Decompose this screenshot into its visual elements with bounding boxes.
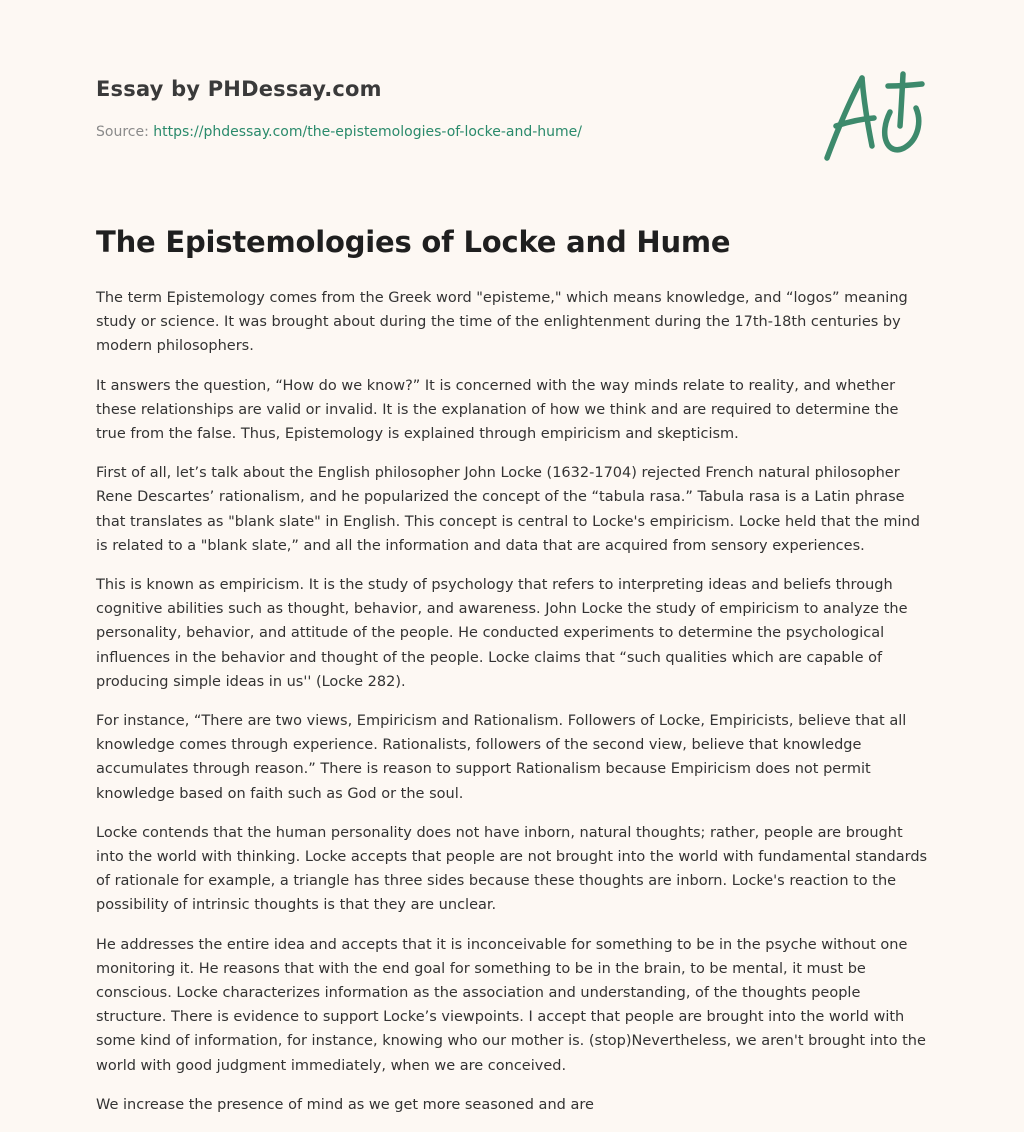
paragraph: The term Epistemology comes from the Greek word "episteme," which means knowledge, and “logos” meaning study or science. It was brought about during the time of the enlightenment during the 17th-18th centuries by modern philosophers. bbox=[96, 290, 908, 355]
paragraph: Locke contends that the human personality does not have inborn, natural thoughts; rather, people are brought into the world with thinking. Locke accepts that people are not brought into the world with fundamental standards of rationale for example, a triangle has three sides because these thoughts are inborn. Locke's reaction to the possibility of intrinsic thoughts is that they are unclear. bbox=[96, 824, 928, 914]
article-body bbox=[96, 286, 928, 1132]
source-link[interactable]: https://phdessay.com/the-epistemologies-of-locke-and-hume/ bbox=[153, 124, 583, 140]
source-line bbox=[96, 124, 582, 140]
paragraph: He addresses the entire idea and accepts that it is inconceivable for something to be in the psyche without one monitoring it. He reasons that with the end goal for something to be in the brain, to be mental, it must be conscious. Locke characterizes information as the association and understanding, of the thoughts people structure. There is evidence to support Locke’s viewpoints. I accept that people are brought into the world with some kind of information, for instance, knowing who our mother is. (stop)Nevertheless, we aren't brought into the world with good judgment immediately, when we are conceived. bbox=[96, 936, 926, 1074]
article-title: The Epistemologies of Locke and Hume bbox=[96, 225, 731, 259]
source-label: Source: bbox=[96, 124, 149, 140]
paragraph: This is known as empiricism. It is the study of psychology that refers to interpreting ideas and beliefs through cognitive abilities such as thought, behavior, and awareness. John Locke the study of empiricism to analyze the personality, behavior, and attitude of the people. He conducted experiments to determine the psychological influences in the behavior and thought of the people. Locke claims that “such qualities which are capable of producing simple ideas in us'' (Locke 282). bbox=[96, 577, 908, 690]
paragraph: It answers the question, “How do we know?” It is concerned with the way minds relate to reality, and whether these relationships are valid or invalid. It is the explanation of how we think and are required to determine the true from the false. Thus, Epistemology is explained through empiricism and skepticism. bbox=[96, 377, 899, 443]
a-plus-logo-icon bbox=[818, 64, 928, 168]
paragraph: For instance, “There are two views, Empiricism and Rationalism. Followers of Locke, Empiricists, believe that all knowledge comes through experience. Rationalists, followers of the second view, believe that knowledge accumulates through reason.” There is reason to support Rationalism because Empiricism does not permit knowledge based on faith such as God or the soul. bbox=[96, 713, 907, 802]
document-page bbox=[96, 0, 928, 1132]
site-brand: Essay by PHDessay.com bbox=[96, 77, 382, 101]
paragraph: First of all, let’s talk about the English philosopher John Locke (1632-1704) rejected French natural philosopher Rene Descartes’ rationalism, and he popularized the concept of the “tabula rasa.” Tabula rasa is a Latin phrase that translates as "blank slate" in English. This concept is central to Locke's empiricism. Locke held that the mind is related to a "blank slate,” and all the information and data that are acquired from sensory experiences. bbox=[96, 465, 920, 554]
paragraph: We increase the presence of mind as we get more seasoned and are bbox=[96, 1096, 594, 1113]
